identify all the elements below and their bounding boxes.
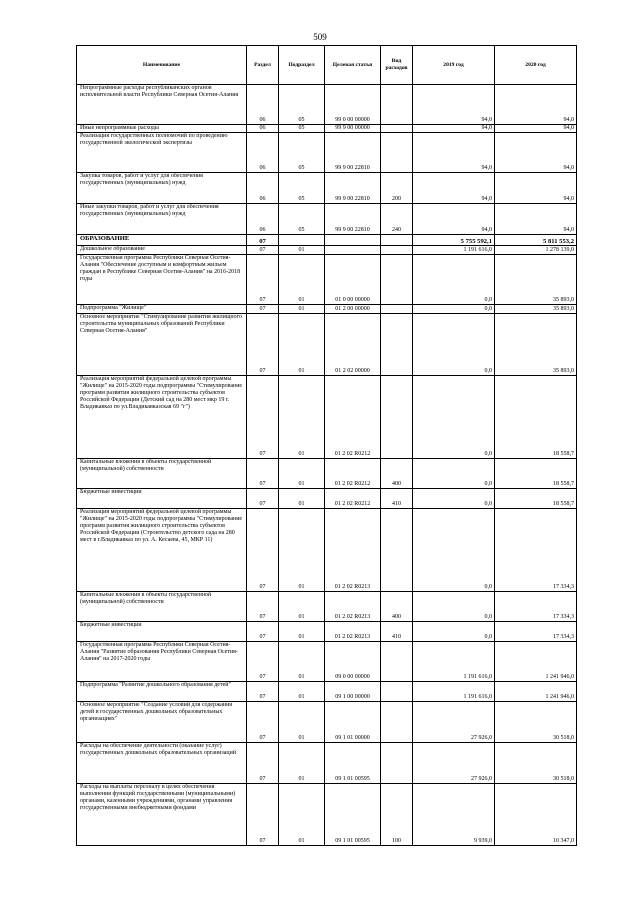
table-row bbox=[77, 204, 577, 235]
cell-target bbox=[325, 246, 381, 255]
cell-section: 07 bbox=[247, 743, 279, 784]
cell-target: 99 0 00 00000 bbox=[325, 85, 381, 125]
table-row bbox=[77, 173, 577, 204]
cell-type bbox=[381, 125, 413, 133]
cell-subsection: 05 bbox=[279, 85, 325, 125]
header-type: Вид расходов bbox=[381, 46, 413, 85]
cell-2020: 18 558,7 bbox=[495, 489, 577, 509]
table-row bbox=[77, 642, 577, 682]
table-row bbox=[77, 743, 577, 784]
cell-2020: 35 893,0 bbox=[495, 255, 577, 305]
cell-2020: 1 241 946,0 bbox=[495, 682, 577, 702]
cell-2020: 1 278 139,0 bbox=[495, 246, 577, 255]
cell-section: 07 bbox=[247, 376, 279, 459]
header-section: Раздел bbox=[247, 46, 279, 85]
cell-2019: 1 191 616,0 bbox=[413, 246, 495, 255]
cell-section: 07 bbox=[247, 305, 279, 314]
cell-target: 01 2 02 R0213 bbox=[325, 622, 381, 642]
cell-2019: 94,0 bbox=[413, 133, 495, 173]
cell-2020: 94,0 bbox=[495, 125, 577, 133]
cell-target: 99 9 00 22810 bbox=[325, 133, 381, 173]
cell-subsection: 01 bbox=[279, 682, 325, 702]
cell-type bbox=[381, 509, 413, 592]
cell-subsection: 05 bbox=[279, 204, 325, 235]
cell-name: Основное мероприятие "Стимулирование развития жилищного строительства муниципальных образований Республики Северная Осетия-Алания" bbox=[77, 314, 247, 376]
header-subsection: Подраздел bbox=[279, 46, 325, 85]
cell-2020: 35 893,0 bbox=[495, 314, 577, 376]
cell-section: 07 bbox=[247, 642, 279, 682]
table-row bbox=[77, 305, 577, 314]
header-name: Наименование bbox=[77, 46, 247, 85]
cell-type bbox=[381, 743, 413, 784]
table-row bbox=[77, 85, 577, 125]
cell-2020: 10 347,0 bbox=[495, 784, 577, 846]
cell-target: 01 2 02 R0213 bbox=[325, 592, 381, 622]
cell-name: Бюджетные инвестиции bbox=[77, 489, 247, 509]
cell-section: 07 bbox=[247, 459, 279, 489]
table-row bbox=[77, 255, 577, 305]
table-row bbox=[77, 133, 577, 173]
cell-2019: 94,0 bbox=[413, 204, 495, 235]
cell-target: 01 0 00 00000 bbox=[325, 255, 381, 305]
cell-section: 06 bbox=[247, 173, 279, 204]
cell-2019: 0,0 bbox=[413, 376, 495, 459]
cell-name: Капитальные вложения в объекты государственной (муниципальной) собственности bbox=[77, 592, 247, 622]
cell-subsection bbox=[279, 235, 325, 246]
cell-2019: 0,0 bbox=[413, 509, 495, 592]
cell-2019: 1 191 616,0 bbox=[413, 682, 495, 702]
cell-name: Подпрограмма "Жилище" bbox=[77, 305, 247, 314]
table-row bbox=[77, 682, 577, 702]
cell-type: 410 bbox=[381, 622, 413, 642]
cell-2019: 0,0 bbox=[413, 459, 495, 489]
cell-subsection: 01 bbox=[279, 743, 325, 784]
cell-type bbox=[381, 235, 413, 246]
cell-section: 07 bbox=[247, 314, 279, 376]
cell-target: 09 1 01 00595 bbox=[325, 784, 381, 846]
table-row bbox=[77, 235, 577, 246]
table-row bbox=[77, 784, 577, 846]
cell-section: 07 bbox=[247, 622, 279, 642]
cell-section: 06 bbox=[247, 85, 279, 125]
cell-target: 09 0 00 00000 bbox=[325, 642, 381, 682]
cell-2020: 30 518,0 bbox=[495, 743, 577, 784]
cell-section: 07 bbox=[247, 255, 279, 305]
cell-type bbox=[381, 246, 413, 255]
cell-subsection: 01 bbox=[279, 246, 325, 255]
cell-section: 07 bbox=[247, 682, 279, 702]
cell-target: 09 1 01 00000 bbox=[325, 702, 381, 743]
cell-2020: 30 518,0 bbox=[495, 702, 577, 743]
cell-2020: 18 558,7 bbox=[495, 376, 577, 459]
cell-section: 06 bbox=[247, 133, 279, 173]
cell-type: 400 bbox=[381, 459, 413, 489]
cell-name: Реализация мероприятий федеральной целевой программы "Жилище" на 2015-2020 годы подпрограммы "Стимулирование программ развития жилищного строительства субъектов Российской Федерации (Детский сад на 280 мест мкр 19 г. Владикавказ по ул.Владикавказская 69 "г") bbox=[77, 376, 247, 459]
cell-section: 07 bbox=[247, 235, 279, 246]
cell-2020: 17 334,3 bbox=[495, 509, 577, 592]
header-2019: 2019 год bbox=[413, 46, 495, 85]
cell-name: Расходы на обеспечение деятельности (оказание услуг) государственных дошкольных образовательных организаций bbox=[77, 743, 247, 784]
cell-2020: 17 334,3 bbox=[495, 622, 577, 642]
cell-target: 01 2 02 R0212 bbox=[325, 489, 381, 509]
cell-type bbox=[381, 682, 413, 702]
cell-section: 07 bbox=[247, 784, 279, 846]
cell-type bbox=[381, 314, 413, 376]
cell-2020: 17 334,3 bbox=[495, 592, 577, 622]
cell-subsection: 01 bbox=[279, 509, 325, 592]
cell-2019: 94,0 bbox=[413, 85, 495, 125]
cell-type bbox=[381, 255, 413, 305]
cell-2019: 0,0 bbox=[413, 622, 495, 642]
cell-subsection: 05 bbox=[279, 173, 325, 204]
table-row bbox=[77, 376, 577, 459]
cell-type: 400 bbox=[381, 592, 413, 622]
cell-name: Капитальные вложения в объекты государственной (муниципальной) собственности bbox=[77, 459, 247, 489]
cell-name: Государственная программа Республики Северная Осетия-Алания "Развитие образования Республики Северная Осетия-Алания" на 2017-2020 годы bbox=[77, 642, 247, 682]
cell-2019: 27 926,0 bbox=[413, 743, 495, 784]
cell-target: 99 9 00 00000 bbox=[325, 125, 381, 133]
cell-type bbox=[381, 305, 413, 314]
header-target: Целевая статья bbox=[325, 46, 381, 85]
table-row bbox=[77, 592, 577, 622]
cell-target: 01 2 02 R0212 bbox=[325, 376, 381, 459]
cell-2019: 0,0 bbox=[413, 314, 495, 376]
cell-subsection: 01 bbox=[279, 489, 325, 509]
cell-subsection: 05 bbox=[279, 125, 325, 133]
page-number: 509 bbox=[313, 32, 327, 42]
cell-subsection: 01 bbox=[279, 642, 325, 682]
cell-type bbox=[381, 642, 413, 682]
table-row bbox=[77, 246, 577, 255]
cell-2020: 94,0 bbox=[495, 133, 577, 173]
budget-table bbox=[76, 45, 577, 846]
cell-type bbox=[381, 702, 413, 743]
cell-section: 07 bbox=[247, 702, 279, 743]
cell-2019: 0,0 bbox=[413, 592, 495, 622]
cell-2020: 35 893,0 bbox=[495, 305, 577, 314]
cell-2020: 18 558,7 bbox=[495, 459, 577, 489]
cell-target: 09 1 00 00000 bbox=[325, 682, 381, 702]
cell-section: 07 bbox=[247, 246, 279, 255]
cell-subsection: 01 bbox=[279, 255, 325, 305]
table-row bbox=[77, 314, 577, 376]
cell-2019: 9 939,0 bbox=[413, 784, 495, 846]
header-2020: 2020 год bbox=[495, 46, 577, 85]
cell-2020: 94,0 bbox=[495, 204, 577, 235]
cell-subsection: 01 bbox=[279, 459, 325, 489]
cell-subsection: 01 bbox=[279, 376, 325, 459]
cell-name: Непрограммные расходы республиканских органов исполнительной власти Республики Северная Осетия-Алания bbox=[77, 85, 247, 125]
table-row bbox=[77, 702, 577, 743]
cell-subsection: 01 bbox=[279, 314, 325, 376]
cell-target: 99 9 00 22810 bbox=[325, 204, 381, 235]
cell-2019: 0,0 bbox=[413, 305, 495, 314]
cell-type bbox=[381, 376, 413, 459]
cell-name: Расходы на выплаты персоналу в целях обеспечения выполнения функций государственными (муниципальными) органами, казенными учреждениями, органами управления государственными внебюджетными фондами bbox=[77, 784, 247, 846]
cell-section: 07 bbox=[247, 509, 279, 592]
cell-name: Бюджетные инвестиции bbox=[77, 622, 247, 642]
cell-name: Реализация мероприятий федеральной целевой программы "Жилище" на 2015-2020 годы подпрограммы "Стимулирование программ развития жилищного строительства субъектов Российской Федерации (Строительство детского сада на 280 мест в г.Владикавказ по ул. А. Кесаева, 45, МКР 11) bbox=[77, 509, 247, 592]
cell-subsection: 01 bbox=[279, 784, 325, 846]
cell-target bbox=[325, 235, 381, 246]
cell-2020: 5 811 553,2 bbox=[495, 235, 577, 246]
cell-2020: 94,0 bbox=[495, 85, 577, 125]
cell-type bbox=[381, 85, 413, 125]
cell-2019: 1 191 616,0 bbox=[413, 642, 495, 682]
cell-subsection: 01 bbox=[279, 702, 325, 743]
cell-name: ОБРАЗОВАНИЕ bbox=[77, 235, 247, 246]
cell-subsection: 01 bbox=[279, 622, 325, 642]
cell-subsection: 01 bbox=[279, 305, 325, 314]
cell-name: Иные непрограммные расходы bbox=[77, 125, 247, 133]
table-row bbox=[77, 459, 577, 489]
cell-section: 06 bbox=[247, 204, 279, 235]
cell-name: Иные закупки товаров, работ и услуг для обеспечения государственных (муниципальных) нужд bbox=[77, 204, 247, 235]
cell-2020: 1 241 946,0 bbox=[495, 642, 577, 682]
cell-type bbox=[381, 133, 413, 173]
table-row bbox=[77, 509, 577, 592]
cell-name: Государственная программа Республики Северная Осетия-Алания "Обеспечение доступным и комфортным жильем граждан в Республике Северная Осетия-Алания" на 2016-2018 годы bbox=[77, 255, 247, 305]
cell-2019: 0,0 bbox=[413, 489, 495, 509]
cell-2019: 94,0 bbox=[413, 173, 495, 204]
cell-target: 01 2 02 R0212 bbox=[325, 459, 381, 489]
cell-target: 01 2 02 R0213 bbox=[325, 509, 381, 592]
cell-name: Дошкольное образование bbox=[77, 246, 247, 255]
cell-2020: 94,0 bbox=[495, 173, 577, 204]
cell-subsection: 05 bbox=[279, 133, 325, 173]
cell-2019: 0,0 bbox=[413, 255, 495, 305]
cell-section: 06 bbox=[247, 125, 279, 133]
table-row bbox=[77, 622, 577, 642]
cell-2019: 27 926,0 bbox=[413, 702, 495, 743]
cell-subsection: 01 bbox=[279, 592, 325, 622]
cell-target: 99 9 00 22810 bbox=[325, 173, 381, 204]
cell-section: 07 bbox=[247, 592, 279, 622]
cell-name: Основное мероприятие "Создание условий для содержания детей в государственных дошкольных образовательных организациях" bbox=[77, 702, 247, 743]
table-row bbox=[77, 125, 577, 133]
cell-target: 01 2 02 00000 bbox=[325, 314, 381, 376]
table-row bbox=[77, 489, 577, 509]
table-header-row bbox=[77, 46, 577, 85]
cell-name: Закупка товаров, работ и услуг для обеспечения государственных (муниципальных) нужд bbox=[77, 173, 247, 204]
cell-type: 240 bbox=[381, 204, 413, 235]
cell-type: 410 bbox=[381, 489, 413, 509]
cell-2019: 94,0 bbox=[413, 125, 495, 133]
cell-type: 100 bbox=[381, 784, 413, 846]
cell-target: 01 2 00 00000 bbox=[325, 305, 381, 314]
cell-section: 07 bbox=[247, 489, 279, 509]
cell-target: 09 1 01 00595 bbox=[325, 743, 381, 784]
cell-2019: 5 755 592,1 bbox=[413, 235, 495, 246]
cell-name: Подпрограмма "Развитие дошкольного образования детей" bbox=[77, 682, 247, 702]
cell-name: Реализация государственных полномочий по проведению государственной экологической экспертизы bbox=[77, 133, 247, 173]
cell-type: 200 bbox=[381, 173, 413, 204]
